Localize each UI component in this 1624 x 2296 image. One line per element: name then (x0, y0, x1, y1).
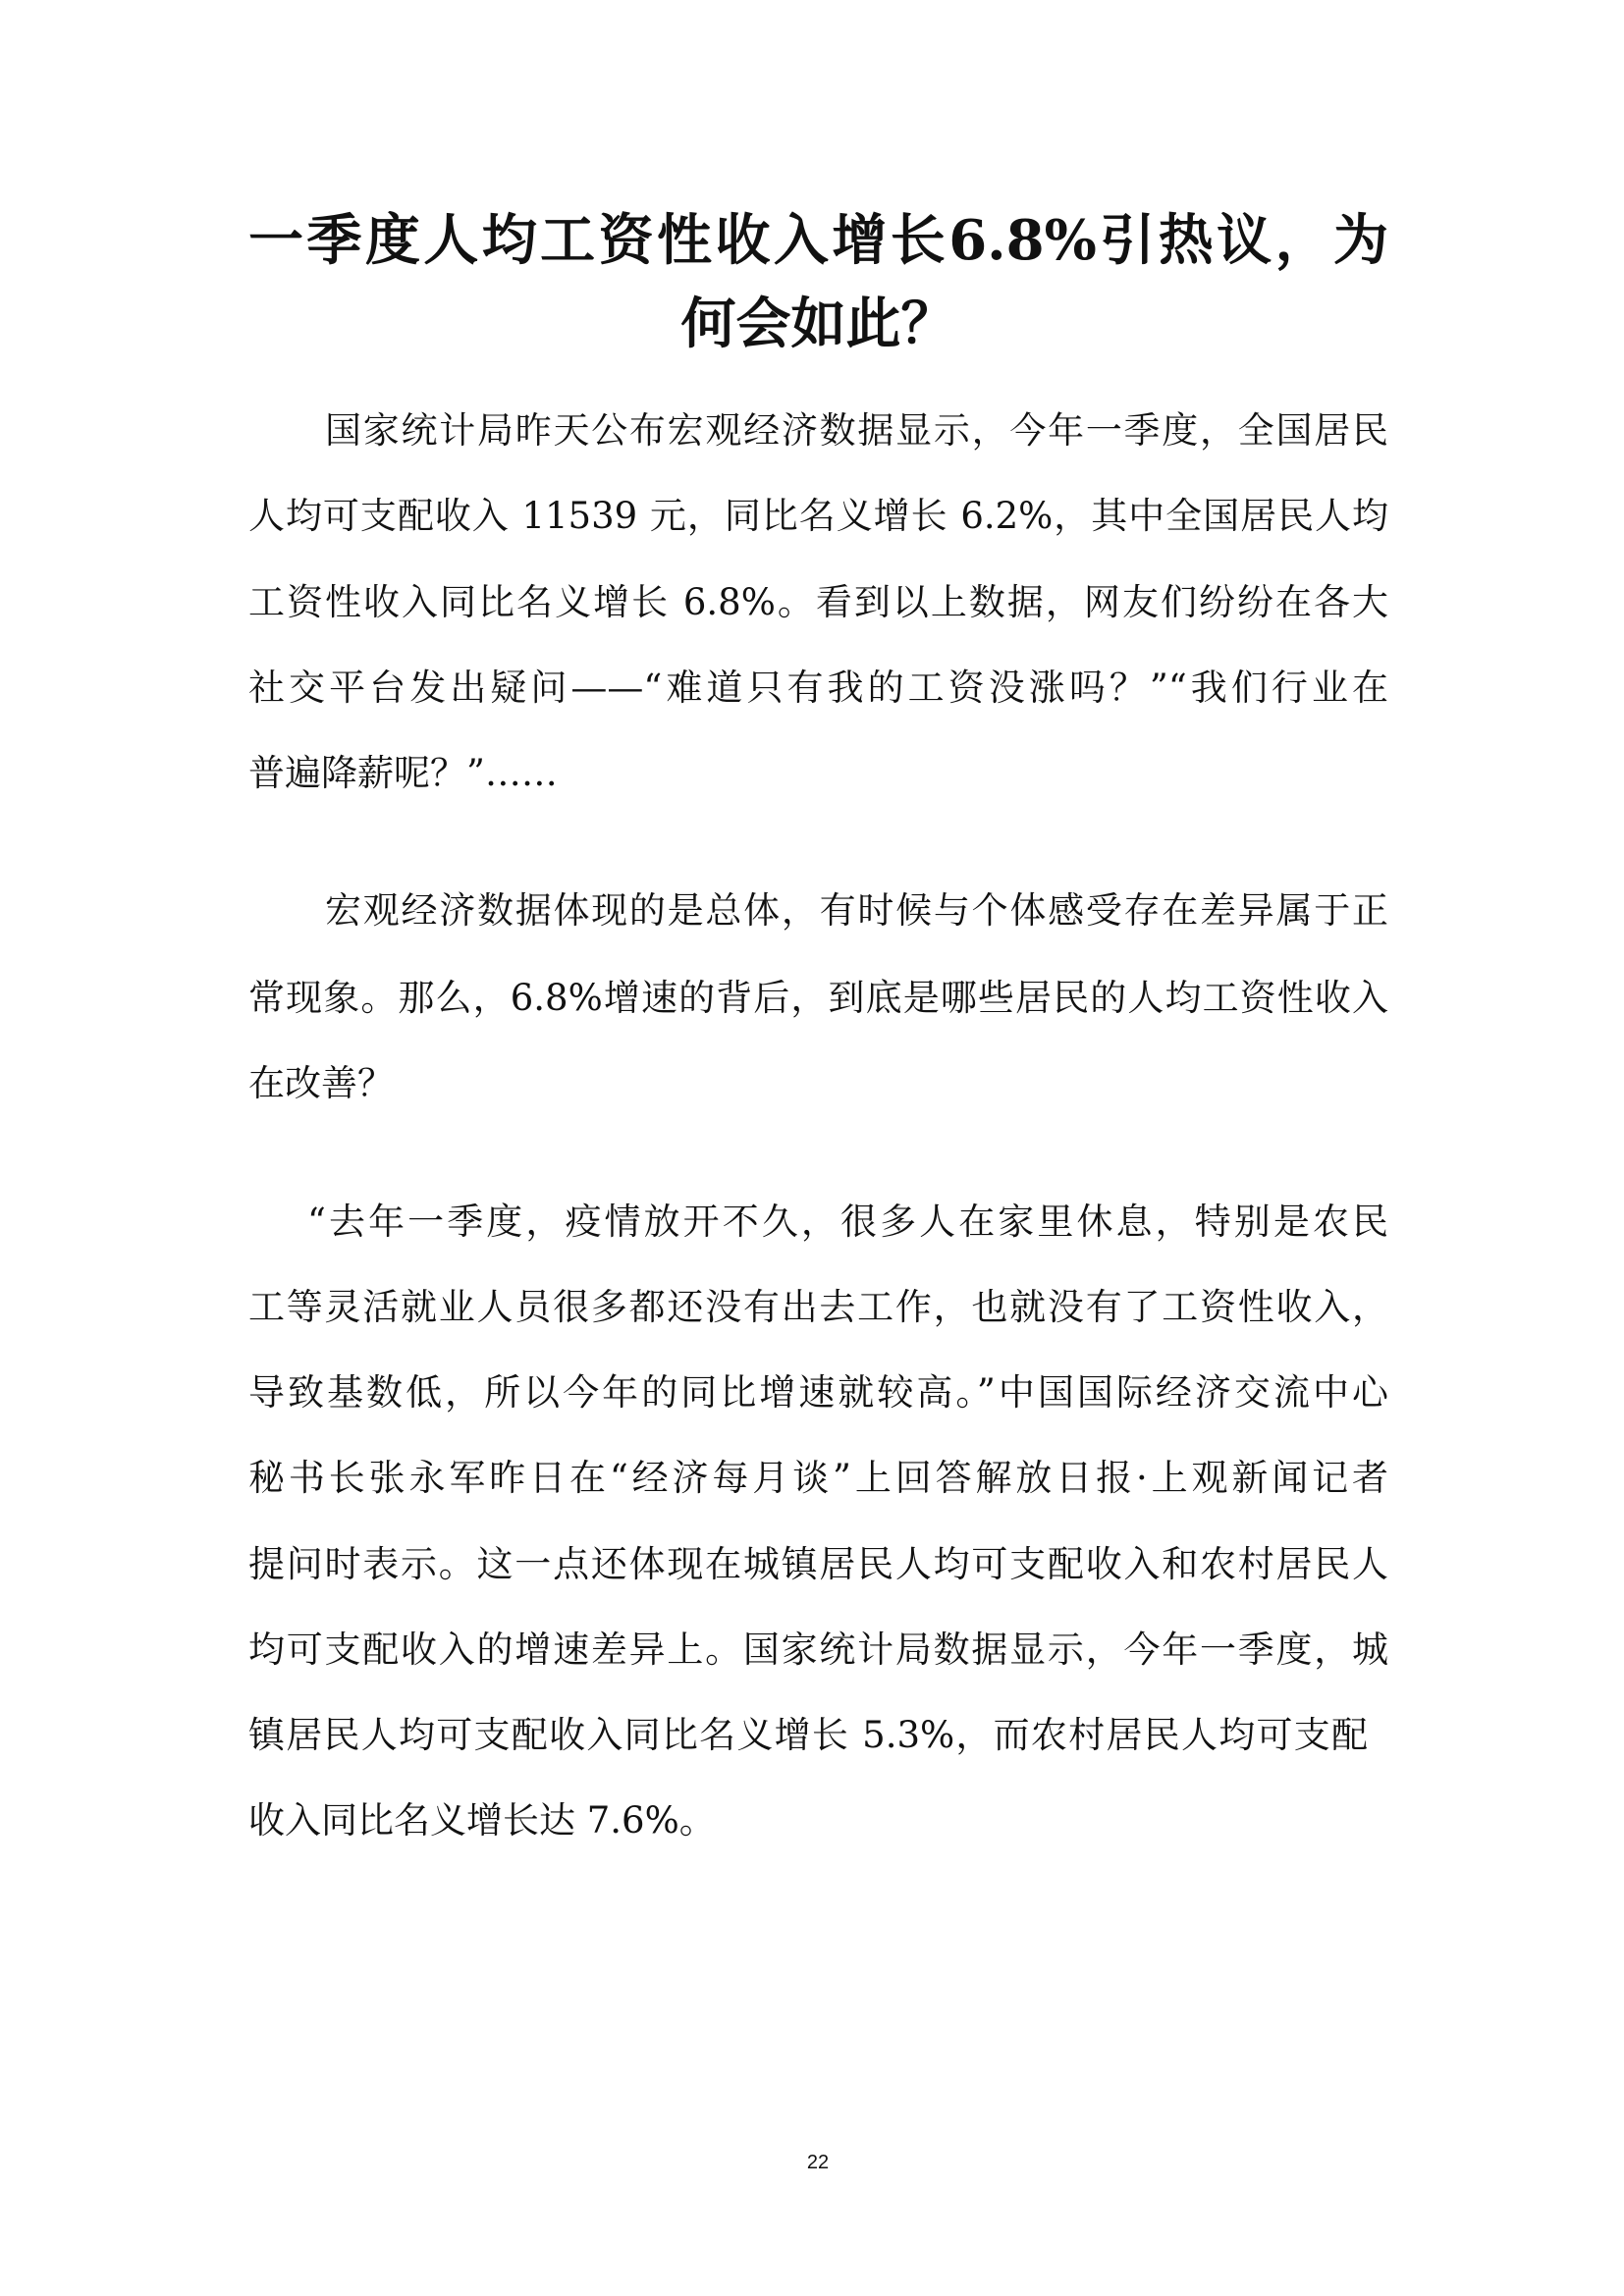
text-line: 人均可支配收入 11539 元，同比名义增长 6.2%，其中全国居民人均 (248, 495, 1388, 537)
text-line: 国家统计局昨天公布宏观经济数据显示，今年一季度，全国居民 (325, 409, 1388, 452)
text-line: 宏观经济数据体现的是总体，有时候与个体感受存在差异属于正 (325, 889, 1388, 932)
article-title-line-2: 何会如此？ (680, 292, 956, 356)
text-line: 提问时表示。这一点还体现在城镇居民人均可支配收入和农村居民人 (248, 1543, 1388, 1585)
text-line: 收入同比名义增长达 7.6%。 (248, 1799, 716, 1842)
page-number: 22 (806, 2152, 830, 2173)
text-line: 均可支配收入的增速差异上。国家统计局数据显示，今年一季度，城 (248, 1629, 1388, 1671)
text-line: 社交平台发出疑问——“难道只有我的工资没涨吗？”“我们行业在 (248, 667, 1388, 709)
text-line: 秘书长张永军昨日在“经济每月谈”上回答解放日报·上观新闻记者 (248, 1457, 1388, 1499)
text-line: 常现象。那么，6.8%增速的背后，到底是哪些居民的人均工资性收入 (248, 977, 1388, 1019)
text-line: 导致基数低，所以今年的同比增速就较高。”中国国际经济交流中心 (248, 1371, 1388, 1414)
text-line: 工等灵活就业人员很多都还没有出去工作，也就没有了工资性收入， (248, 1286, 1388, 1328)
text-line: 工资性收入同比名义增长 6.8%。看到以上数据，网友们纷纷在各大 (248, 581, 1388, 623)
text-line: “去年一季度，疫情放开不久，很多人在家里休息，特别是农民 (307, 1201, 1388, 1243)
text-line: 普遍降薪呢？”…… (248, 752, 558, 794)
text-line: 在改善？ (248, 1062, 394, 1104)
article-title-line-1: 一季度人均工资性收入增长6.8%引热议，为 (248, 208, 1388, 273)
text-line: 镇居民人均可支配收入同比名义增长 5.3%，而农村居民人均可支配 (248, 1714, 1368, 1756)
